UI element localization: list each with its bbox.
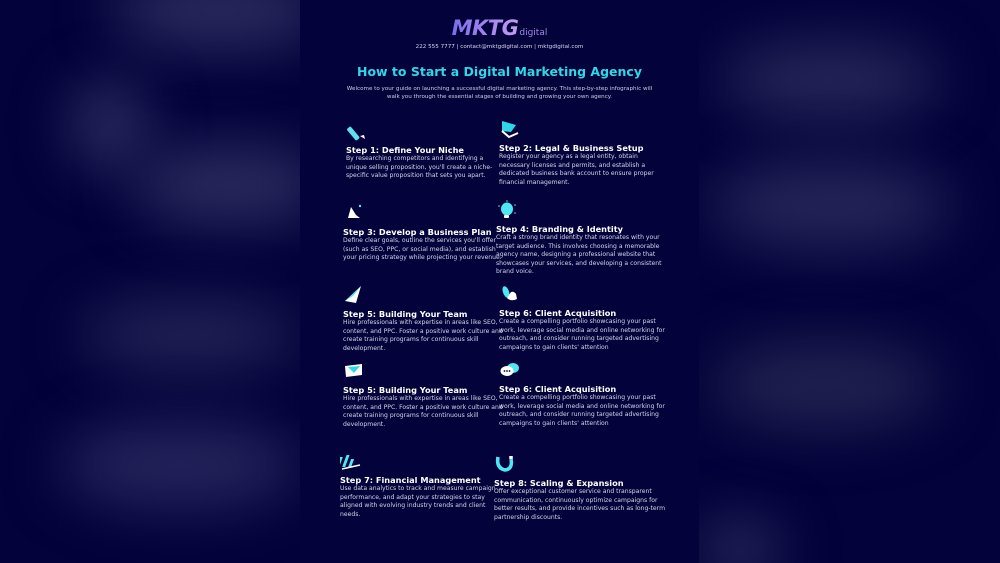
- step-card: [346, 121, 506, 181]
- paper-plane-icon: [343, 285, 365, 305]
- logo: [300, 16, 699, 40]
- document-icon: [343, 203, 365, 223]
- step-card: [343, 361, 503, 429]
- step-text: Use data analytics to track and measure campaign performance, and adapt your strategies to stay aligned with evolving industry trends and client needs.: [340, 485, 496, 518]
- step-card: [340, 451, 500, 519]
- envelope-icon: [343, 361, 365, 381]
- step-title: Step 5: Building Your Team: [343, 309, 468, 319]
- step-title: Step 4: Branding & Identity: [496, 224, 623, 234]
- step-card: [499, 284, 674, 352]
- step-title: Step 6: Client Acquisition: [499, 384, 617, 394]
- hand-icon: [499, 284, 521, 304]
- bg-blob: [70, 80, 150, 170]
- bg-blob: [80, 300, 300, 370]
- step-text: Create a compelling portfolio showcasing your past work, leverage social media and online networking for outreach, and consider running targeted advertising campaigns to gain clients' attention: [499, 318, 665, 351]
- logo-main: MKTG: [451, 16, 519, 40]
- step-card: [494, 454, 669, 522]
- step-title: Step 3: Develop a Business Plan: [343, 227, 492, 237]
- bar-chart-icon: [340, 451, 362, 471]
- contact-info: 222 555 7777 | contact@mktgdigital.com | mktgdigital.com: [415, 44, 584, 50]
- step-card: [499, 119, 669, 187]
- pencil-icon: [346, 121, 368, 141]
- bg-blob: [710, 340, 940, 430]
- logo-sub: digital: [519, 28, 548, 38]
- step-text: By researching competitors and identifying a unique selling proposition, you'll create a niche-specific value proposition that sets you apart.: [346, 155, 493, 180]
- step-text: Offer exceptional customer service and transparent communication, continuously optimize campaigns for better results, and provide incentives such as long-term partnership discounts.: [494, 488, 666, 521]
- chat-bubbles-icon: [499, 360, 521, 380]
- magnet-icon: [494, 454, 516, 474]
- step-title: Step 1: Define Your Niche: [346, 145, 464, 155]
- step-title: Step 5: Building Your Team: [343, 385, 468, 395]
- page-title: How to Start a Digital Marketing Agency: [356, 64, 642, 79]
- lightbulb-icon: [496, 200, 518, 220]
- step-text: Craft a strong brand identity that resonates with your target audience. This involves choosing a memorable agency name, designing a professional website that showcases your services, and developing a consistent brand voice.: [496, 234, 662, 276]
- step-card: [496, 200, 671, 277]
- checkbox-icon: [499, 119, 521, 139]
- step-title: Step 6: Client Acquisition: [499, 308, 617, 318]
- step-title: Step 2: Legal & Business Setup: [499, 143, 644, 153]
- bg-blob: [60, 420, 300, 510]
- intro-text: Welcome to your guide on launching a successful digital marketing agency. This step-by-step infographic will walk you through the essential stages of building and growing your own agency.: [346, 86, 653, 100]
- step-text: Register your agency as a legal entity, obtain necessary licenses and permits, and establish a dedicated business bank account to ensure proper financial management.: [499, 153, 654, 186]
- bg-blob: [710, 160, 950, 250]
- step-card: [343, 285, 503, 353]
- step-card: [343, 203, 503, 263]
- step-text: Hire professionals with expertise in areas like SEO, content, and PPC. Foster a positive work culture and create training programs for continuous skill development.: [343, 395, 503, 428]
- step-title: Step 8: Scaling & Expansion: [494, 478, 624, 488]
- bg-blob: [700, 520, 780, 563]
- bg-blob: [110, 0, 330, 50]
- infographic-panel: [300, 0, 699, 563]
- bg-blob: [720, 40, 940, 120]
- step-text: Hire professionals with expertise in areas like SEO, content, and PPC. Foster a positive work culture and create training programs for continuous skill development.: [343, 319, 503, 352]
- step-text: Create a compelling portfolio showcasing your past work, leverage social media and online networking for outreach, and consider running targeted advertising campaigns to gain clients' attention: [499, 394, 665, 427]
- step-title: Step 7: Financial Management: [340, 475, 481, 485]
- step-text: Define clear goals, outline the services you'll offer (such as SEO, PPC, or social media), and establish your pricing strategy while projecting your revenue.: [343, 237, 502, 262]
- step-card: [499, 360, 674, 428]
